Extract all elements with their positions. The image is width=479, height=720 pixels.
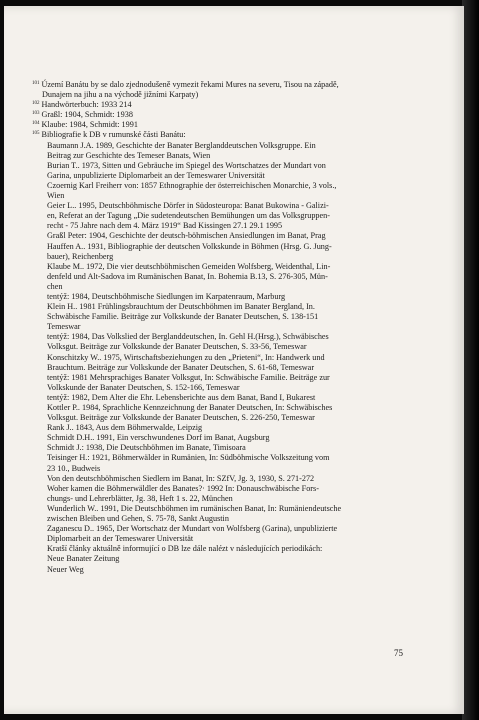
bibliography-line: Wunderlich W.. 1991, Die Deutschböhmen im rumänischen Banat, In: Rumäniendeutsche <box>47 503 342 513</box>
bibliography-line: en, Referat an der Tagung „Die sudetendeutschen Bemühungen um das Volksgruppen- <box>47 211 330 221</box>
bibliography-line: Kratší články aktuálně informující o DB lze dále nalézt v následujících periodikách: <box>47 544 323 554</box>
bibliography-line: Neue Banater Zeitung <box>47 554 120 564</box>
footnote-number: 104 <box>32 121 40 127</box>
bibliography-list <box>32 141 440 575</box>
footnote-text: Graßl: 1904, Schmidt: 1938 <box>41 110 133 120</box>
bibliography-line: recht - 75 Jahre nach dem 4. März 1919“ Bad Kissingen 27.1 29.1 1995 <box>47 221 283 231</box>
bibliography-line: Hauffen A.. 1931, Bibliographie der deutschen Volkskunde in Böhmen (Hrsg. G. Jung- <box>47 241 332 251</box>
bibliography-line: Temeswar <box>47 322 81 332</box>
book-spine <box>462 0 479 720</box>
footnote-number: 101 <box>32 81 40 86</box>
footnote-text-cont: Dunajem na jihu a na východě jižními Karpaty) <box>42 90 199 100</box>
bibliography-line: Von den deutschböhmischen Siedlern im Banat, In: SZfV, Jg. 3, 1930, S. 271-272 <box>47 473 315 483</box>
footnote-105 <box>32 130 440 140</box>
footnote-text: Území Banátu by se dalo zjednodušeně vymezit řekami Mures na severu, Tisou na západě, <box>41 80 339 89</box>
footnote-text: Klaube: 1984, Schmidt: 1991 <box>41 120 138 130</box>
bibliography-line: Czoernig Karl Freiherr von: 1857 Ethnographie der österreichischen Monarchie, 3 vols., <box>47 180 337 190</box>
bibliography-line: Garina, unpublizierte Diplomarbeit an der Temeswarer Universität <box>47 170 265 180</box>
footnote-number: 102 <box>32 101 40 107</box>
bibliography-line: Kottler P.. 1984, Sprachliche Kennzeichnung der Banater Deutschen, In: Schwäbisches <box>47 403 333 412</box>
bibliography-line: Burian T.. 1973, Sitten und Gebräuche im Spiegel des Wortschatzes der Mundart von <box>47 160 326 170</box>
bibliography-line: Rank J.. 1843, Aus dem Böhmerwalde, Leipzig <box>47 423 203 433</box>
footnote-102 <box>32 100 440 110</box>
bibliography-line: Teisinger H.: 1921, Böhmerwälder in Rumänien, In: Südböhmische Volkszeitung vom <box>47 453 330 463</box>
bibliography-line: Woher kamen die Böhmerwäldler des Banates?· 1992 In: Donauschwäbische Fors- <box>47 483 319 493</box>
bibliography-line: bauer), Reichenberg <box>47 251 114 261</box>
bibliography-line: Graßl Peter: 1904, Geschichte der deutsch-böhmischen Ansiedlungen im Banat, Prag <box>47 231 326 241</box>
bibliography-line: Volkskunde der Banater Deutschen, S. 152-166, Temeswar <box>47 382 240 392</box>
footnote-text: Bibliografie k DB v rumunské části Banátu: <box>41 130 186 140</box>
footnote-number: 105 <box>32 131 40 137</box>
footnote-103 <box>32 110 440 120</box>
bibliography-line: tentýž: 1984, Das Volkslied der Berglanddeutschen, In. Gehl H.(Hrsg.), Schwäbisches <box>47 332 329 342</box>
bibliography-line: tentýž: 1984, Deutschböhmische Siedlungen im Karpatenraum, Marburg <box>47 291 286 301</box>
footnote-104 <box>32 120 440 130</box>
footnote-101 <box>32 80 440 100</box>
page-number: 75 <box>394 648 403 658</box>
footnotes-block <box>32 80 440 575</box>
bibliography-line: denfeld und Alt-Sadova im Rumänischen Banat, In. Bohemia B.13, S. 276-305, Mün- <box>47 271 328 281</box>
bibliography-line: Beitrag zur Geschichte des Temeser Banats, Wien <box>47 150 211 160</box>
bibliography-line: tentýž: 1981 Mehrsprachiges Banater Volksgut, In: Schwäbische Familie. Beiträge zur <box>47 372 330 382</box>
bibliography-line: Klaube M.. 1972, Die vier deutschböhmischen Gemeiden Wolfsberg, Weidenthal, Lin- <box>47 261 331 271</box>
bibliography-line: Baumann J.A. 1989, Geschichte der Banater Berglanddeutschen Volksgruppe. Ein <box>47 140 316 150</box>
bibliography-line: Wien <box>47 191 65 201</box>
bibliography-line: 23 10., Budweis <box>47 463 101 473</box>
footnote-text: Handwörterbuch: 1933 214 <box>41 100 132 110</box>
bibliography-line: zwischen Bleiben und Gehen, S. 75-78, Sankt Augustin <box>47 514 229 524</box>
bibliography-line: chungs- und Lehrerblätter, Jg. 38, Heft 1 s. 22, München <box>47 493 233 503</box>
bibliography-line: Brauchtum. Beiträge zur Volkskunde der Banater Deutschen, S. 61-68, Temeswar <box>47 362 315 372</box>
bibliography-line: Klein H.. 1981 Frühlingsbrauchtum der Deutschböhmen im Banater Bergland, In. <box>47 302 315 312</box>
bibliography-line: Volksgut. Beiträge zur Volkskunde der Banater Deutschen, S. 226-250, Temeswar <box>47 413 315 423</box>
bibliography-line: Zaganescu D.. 1965, Der Wortschatz der Mundart von Wolfsberg (Garina), unpublizierte <box>47 524 338 534</box>
bibliography-line: Geier L.. 1995, Deutschböhmische Dörfer in Südosteuropa: Banat Bukowina - Galizi- <box>47 201 329 211</box>
bibliography-line: tentýž: 1982, Dem Alter die Ehr. Lebensberichte aus dem Banat, Band I, Bukarest <box>47 392 316 402</box>
bibliography-line: Volksgut. Beiträge zur Volkskunde der Banater Deutschen, S. 33-56, Temeswar <box>47 342 307 352</box>
bibliography-line: Schmidt D.H.. 1991, Ein verschwundenes Dorf im Banat, Augsburg <box>47 433 270 443</box>
footnote-number: 103 <box>32 111 40 117</box>
bibliography-line: chen <box>47 281 63 291</box>
bibliography-line: Diplomarbeit an der Temeswarer Universität <box>47 534 194 544</box>
bibliography-line: Konschitzky W.. 1975, Wirtschaftsbeziehungen zu den „Prieteni“, In: Handwerk und <box>47 352 325 362</box>
bibliography-line: Schmidt J.: 1938, Die Deutschböhmen im Banate, Timisoara <box>47 443 246 453</box>
bibliography-line: Schwäbische Familie. Beiträge zur Volkskunde der Banater Deutschen, S. 138-151 <box>47 312 319 322</box>
bibliography-line: Neuer Weg <box>47 564 84 574</box>
